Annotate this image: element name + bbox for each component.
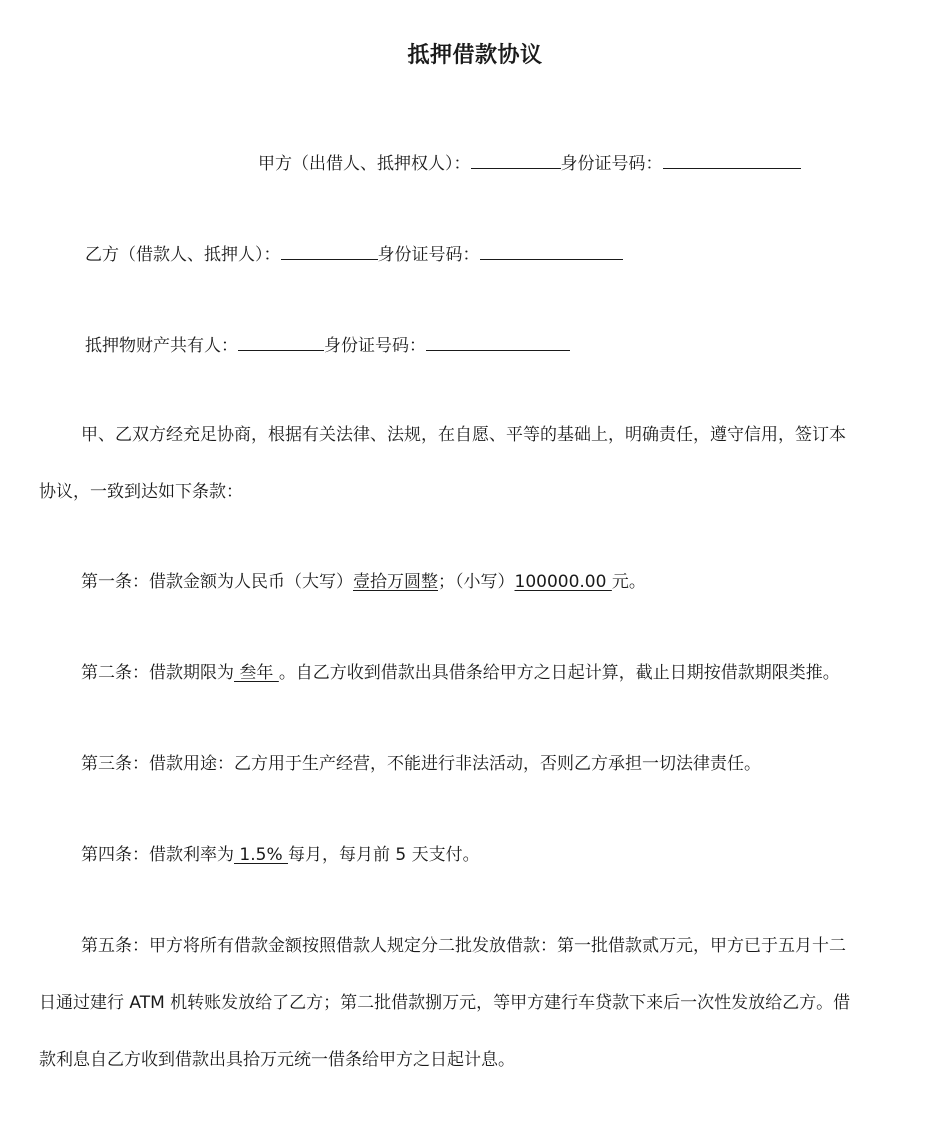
party-b-id-label: 身份证号码： (377, 245, 480, 265)
article-5-line-3: 款利息自乙方收到借款出具拾万元统一借条给甲方之日起计息。 (39, 1050, 515, 1070)
article-1-amount-upper: 壹拾万圆整 (353, 572, 438, 592)
intro-line-1: 甲、乙双方经充足协商，根据有关法律、法规，在自愿、平等的基础上，明确责任，遵守信用，签订本 (81, 425, 846, 445)
article-1-mid: ；（小写） (438, 572, 515, 592)
co-owner-label: 抵押物财产共有人： (85, 336, 238, 356)
article-1 (81, 570, 646, 594)
party-a-label: 甲方（出借人、抵押权人）： (258, 154, 471, 174)
article-1-suffix: 元。 (611, 572, 646, 592)
party-b-line (85, 241, 623, 267)
party-b-name-blank[interactable] (281, 241, 378, 260)
document-title: 抵押借款协议 (407, 43, 543, 68)
article-5-line-2: 日通过建行 ATM 机转账发放给了乙方；第二批借款捌万元，等甲方建行车贷款下来后一次性发放给乙方。借 (39, 993, 851, 1013)
article-5-line-1: 第五条：甲方将所有借款金额按照借款人规定分二批发放借款：第一批借款贰万元，甲方已于五月十二 (81, 936, 846, 956)
co-owner-id-label: 身份证号码： (324, 336, 426, 356)
article-2 (81, 661, 840, 685)
party-a-line (258, 150, 801, 176)
party-b-id-blank[interactable] (480, 241, 623, 260)
article-2-suffix: 。自乙方收到借款出具借条给甲方之日起计算，截止日期按借款期限类推。 (278, 663, 840, 683)
article-3: 第三条：借款用途：乙方用于生产经营，不能进行非法活动，否则乙方承担一切法律责任。 (81, 754, 761, 774)
party-a-id-blank[interactable] (663, 150, 801, 169)
article-1-amount-lower: 100000.00 (514, 572, 612, 592)
article-4-suffix: 每月，每月前 5 天支付。 (288, 845, 480, 865)
article-4 (81, 843, 480, 867)
co-owner-line (85, 332, 570, 358)
party-a-id-label: 身份证号码： (560, 154, 663, 174)
intro-line-2: 协议，一致到达如下条款： (39, 482, 243, 502)
article-2-term: 叁年 (234, 663, 279, 683)
article-2-prefix: 第二条：借款期限为 (81, 663, 234, 683)
article-1-prefix: 第一条：借款金额为人民币（大写） (81, 572, 353, 592)
co-owner-name-blank[interactable] (238, 332, 324, 351)
party-a-name-blank[interactable] (471, 150, 561, 169)
party-b-label: 乙方（借款人、抵押人）： (85, 245, 281, 265)
article-4-rate: 1.5% (234, 845, 288, 865)
co-owner-id-blank[interactable] (426, 332, 570, 351)
article-4-prefix: 第四条：借款利率为 (81, 845, 234, 865)
